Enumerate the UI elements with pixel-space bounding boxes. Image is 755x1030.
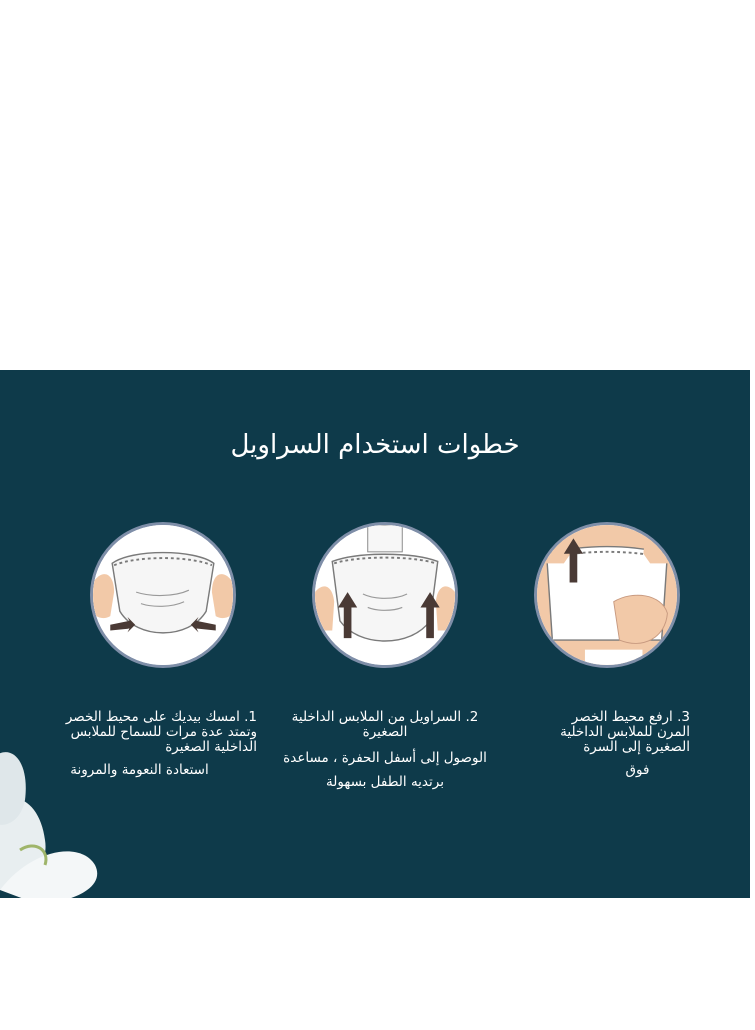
step-3-text: [545, 710, 690, 778]
step-2-description: 2. السراويل من الملابس الداخلية الصغيرة: [291, 709, 479, 740]
step-3-description: 3. ارفع محيط الخصر المرن للملابس الداخلية الصغيرة إلى السرة: [560, 709, 690, 755]
step-2-illustration: [312, 522, 458, 668]
step-2-line2: الوصول إلى أسفل الحفرة ، مساعدة: [283, 750, 487, 766]
instructions-panel: [0, 370, 750, 898]
step-2-subtext: برتديه الطفل بسهولة: [326, 774, 444, 790]
pull-up-arrows-icon: [315, 525, 455, 665]
step-3-illustration: [534, 522, 680, 668]
section-title: خطوات استخدام السراويل: [230, 430, 520, 460]
hands-stretching-waistband-icon: [93, 525, 233, 665]
step-1-subtext: استعادة النعومة والمرونة: [70, 762, 209, 778]
step-3-subtext: فوق: [625, 762, 650, 778]
step-1-illustration: [90, 522, 236, 668]
raise-waistband-icon: [537, 525, 677, 665]
step-1-description: 1. امسك بيديك على محيط الخصر وتمتد عدة مرات للسماح للملابس الداخلية الصغيرة: [65, 709, 257, 755]
step-2-text: [270, 710, 500, 790]
step-1-text: [52, 710, 257, 778]
